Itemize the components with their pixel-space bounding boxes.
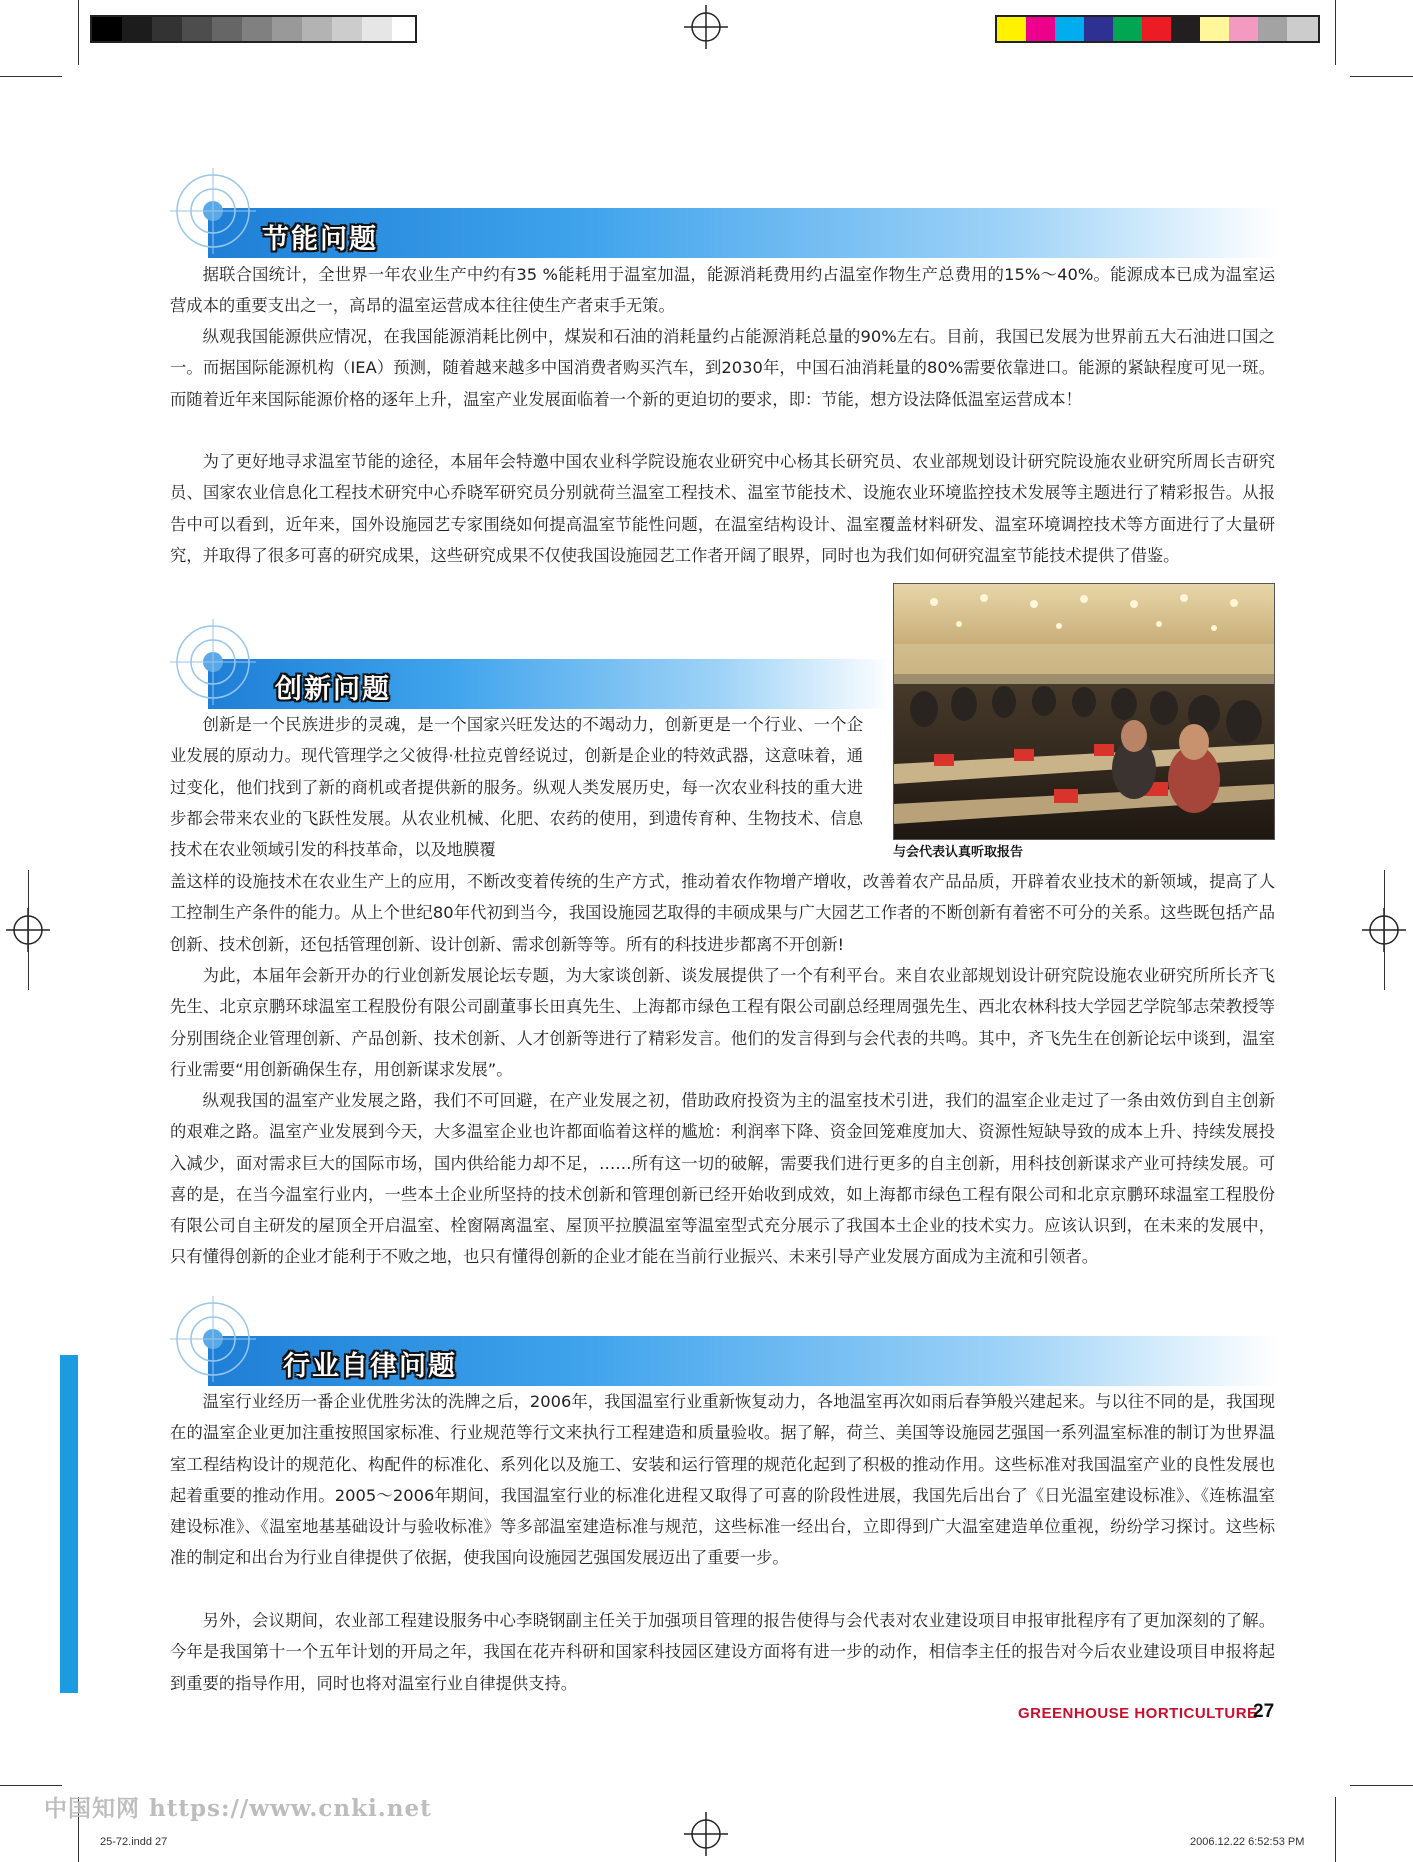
section-title-self-discipline: 行业自律问题 [283,1351,457,1382]
target-decoration-icon [170,168,256,254]
photo-caption: 与会代表认真听取报告 [893,845,1024,860]
cmyk-color-bar [995,15,1320,43]
magazine-name: GREENHOUSE HORTICULTURE [1018,1705,1258,1722]
page-number: 27 [1253,1701,1275,1722]
crop-mark [28,870,29,990]
target-decoration-icon [170,1296,256,1382]
target-decoration-icon [170,619,256,705]
crop-mark [78,0,79,65]
paragraph: 纵观我国的温室产业发展之路，我们不可回避，在产业发展之初，借助政府投资为主的温室技术引进，我们的温室企业走过了一条由效仿到自主创新的艰难之路。温室产业发展到今天，大多温室企业也许都面临着这样的尴尬：利润率下降、资金回笼难度加大、资源性短缺导致的成本上升、持续发展投入减少，面对需求巨大的国际市场，国内供给能力却不足，……所有这一切的破解，需要我们进行更多的自主创新，用科技创新谋求产业可持续发展。可喜的是，在当今温室行业内，一些本土企业所坚持的技术创新和管理创新已经开始收到成效，如上海都市绿色工程有限公司和北京京鹏环球温室工程股份有限公司自主研发的屋顶全开启温室、栓窗隔离温室、屋顶平拉膜温室等温室型式充分展示了我国本土企业的技术实力。应该认识到，在未来的发展中，只有懂得创新的企业才能利于不败之地，也只有懂得创新的企业才能在当前行业振兴、未来引导产业发展方面成为主流和引领者。 [170,1091,1275,1267]
paragraph: 温室行业经历一番企业优胜劣汰的洗牌之后，2006年，我国温室行业重新恢复动力，各地温室再次如雨后春笋般兴建起来。与以往不同的是，我国现在的温室企业更加注重按照国家标准、行业规范等行文来执行工程建造和质量验收。据了解，荷兰、美国等设施园艺强国一系列温室标准的制订为世界温室工程结构设计的规范化、构配件的标准化、系列化以及施工、安装和运行管理的规范化起到了积极的推动作用。这些标准对我国温室产业的良性发展也起着重要的推动作用。2005～2006年期间，我国温室行业的标准化进程又取得了可喜的阶段性进展，我国先后出台了《日光温室建设标准》、《连栋温室建设标准》、《温室地基基础设计与验收标准》等多部温室建造标准与规范，这些标准一经出台，立即得到广大温室建造单位重视，纷纷学习探讨。这些标准的制定和出台为行业自律提供了依据，使我国向设施园艺强国发展迈出了重要一步。 [170,1392,1275,1568]
conference-hall-image [894,584,1274,839]
paragraph: 为此，本届年会新开办的行业创新发展论坛专题，为大家谈创新、谈发展提供了一个有利平台。来自农业部规划设计研究院设施农业研究所所长齐飞先生、北京京鹏环球温室工程股份有限公司副董事长田真先生、上海都市绿色工程有限公司副总经理周强先生、西北农林科技大学园艺学院邹志荣教授等分别围绕企业管理创新、产品创新、技术创新、人才创新等进行了精彩发言。他们的发言得到与会代表的共鸣。其中，齐飞先生在创新论坛中谈到，温室行业需要“用创新确保生存，用创新谋求发展”。 [170,966,1275,1079]
crop-mark [1350,76,1413,77]
side-accent-bar [60,1355,78,1693]
conference-photo [893,583,1275,840]
registration-mark-icon [684,5,728,49]
paragraph: 盖这样的设施技术在农业生产上的应用，不断改变着传统的生产方式，推动着农作物增产增收，改善着农产品品质，开辟着农业技术的新领域，提高了人工控制生产条件的能力。从上个世纪80年代初到当今，我国设施园艺取得的丰硕成果与广大园艺工作者的不断创新有着密不可分的关系。这些既包括产品创新、技术创新，还包括管理创新、设计创新、需求创新等等。所有的科技进步都离不开创新! [170,872,1275,954]
section-title-innovation: 创新问题 [275,674,391,705]
section-title-energy: 节能问题 [262,224,378,255]
registration-mark-icon [684,1812,728,1856]
paragraph: 创新是一个民族进步的灵魂，是一个国家兴旺发达的不竭动力，创新更是一个行业、一个企业发展的原动力。现代管理学之父彼得·杜拉克曾经说过，创新是企业的特效武器，这意味着，通过变化，他们找到了新的商机或者提供新的服务。纵观人类发展历史，每一次农业科技的重大进步都会带来农业的飞跃性发展。从农业机械、化肥、农药的使用，到遗传育种、生物技术、信息技术在农业领域引发的科技革命，以及地膜覆 [170,715,863,860]
watermark: 中国知网 https://www.cnki.net [44,1795,432,1822]
slug-filename: 25-72.indd 27 [100,1836,168,1848]
crop-mark [1384,870,1385,990]
paragraph: 为了更好地寻求温室节能的途径，本届年会特邀中国农业科学院设施农业研究中心杨其长研究员、农业部规划设计研究院设施农业研究所周长吉研究员、国家农业信息化工程技术研究中心乔晓军研究员分别就荷兰温室工程技术、温室节能技术、设施农业环境监控技术发展等主题进行了精彩报告。从报告中可以看到，近年来，国外设施园艺专家围绕如何提高温室节能性问题，在温室结构设计、温室覆盖材料研发、温室环境调控技术等方面进行了大量研究，并取得了很多可喜的研究成果，这些研究成果不仅使我国设施园艺工作者开阔了眼界，同时也为我们如何研究温室节能技术提供了借鉴。 [170,452,1275,565]
crop-mark [1350,1785,1413,1786]
crop-mark [0,76,62,77]
grayscale-color-bar [90,15,417,43]
paragraph: 纵观我国能源供应情况，在我国能源消耗比例中，煤炭和石油的消耗量约占能源消耗总量的90%左右。目前，我国已发展为世界前五大石油进口国之一。而据国际能源机构（IEA）预测，随着越来越多中国消费者购买汽车，到2030年，中国石油消耗量的80%需要依靠进口。能源的紧缺程度可见一斑。而随着近年来国际能源价格的逐年上升，温室产业发展面临着一个新的更迫切的要求，即：节能，想方设法降低温室运营成本！ [170,327,1275,409]
crop-mark [0,1785,62,1786]
crop-mark [1335,0,1336,65]
slug-timestamp: 2006.12.22 6:52:53 PM [1190,1836,1305,1848]
paragraph: 另外，会议期间，农业部工程建设服务中心李晓钢副主任关于加强项目管理的报告使得与会代表对农业建设项目申报审批程序有了更加深刻的了解。今年是我国第十一个五年计划的开局之年，我国在花卉科研和国家科技园区建设方面将有进一步的动作，相信李主任的报告对今后农业建设项目申报将起到重要的指导作用，同时也将对温室行业自律提供支持。 [170,1611,1275,1693]
paragraph: 据联合国统计，全世界一年农业生产中约有35 %能耗用于温室加温，能源消耗费用约占温室作物生产总费用的15%～40%。能源成本已成为温室运营成本的重要支出之一，高昂的温室运营成本往往使生产者束手无策。 [170,265,1275,316]
crop-mark [1335,1797,1336,1862]
